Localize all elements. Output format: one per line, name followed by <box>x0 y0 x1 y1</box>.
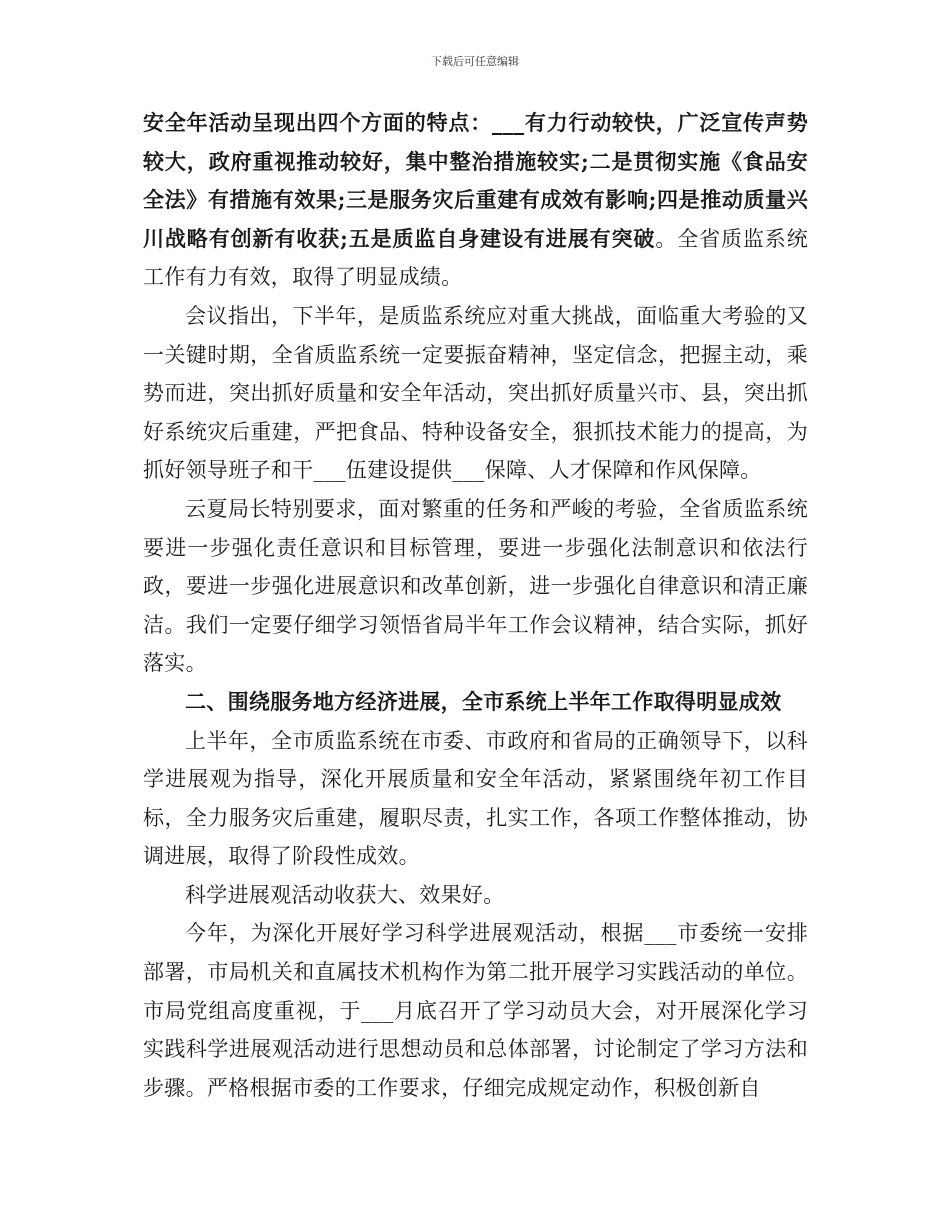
paragraph-requirements: 云夏局长特别要求，面对繁重的任务和严峻的考验，全省质监系统要进一步强化责任意识和目标管理，要进一步强化法制意识和依法行政，要进一步强化进展意识和改革创新，进一步强化自律意识和清正廉洁。我们一定要仔细学习领悟省局半年工作会议精神，结合实际，抓好落实。 <box>143 496 808 676</box>
page-header: 下载后可任意编辑 <box>431 55 519 68</box>
paragraph-first-half: 上半年，全市质监系统在市委、市政府和省局的正确领导下，以科学进展观为指导，深化开展质量和安全年活动，紧紧围绕年初工作目标，全力服务灾后重建，履职尽责，扎实工作，各项工作整体推动，协调进展，取得了阶段性成效。 <box>143 728 808 869</box>
paragraph-activity-title: 科学进展观活动收获大、效果好。 <box>185 882 505 907</box>
features-bold-text: 安全年活动呈现出四个方面的特点：___有力行动较快，广泛宣传声势较大，政府重视推动较好，集中整治措施较实;二是贯彻实施《食品安全法》有措施有效果;三是服务灾后重建有成效有影响;四是推动质量兴川战略有创新有收获;五是质监自身建设有进展有突破 <box>143 110 808 251</box>
paragraph-activity: 今年，为深化开展好学习科学进展观活动，根据___市委统一安排部署，市局机关和直属技术机构作为第二批开展学习实践活动的单位。市局党组高度重视，于___月底召开了学习动员大会，对开展深化学习实践科学进展观活动进行思想动员和总体部署，讨论制定了学习方法和步骤。严格根据市委的工作要求，仔细完成规定动作，积极创新自 <box>143 921 808 1100</box>
features-normal-text: 。全省质监系统工作有力有效，取得了明显成绩。 <box>143 226 808 290</box>
paragraph-meeting: 会议指出，下半年，是质监系统应对重大挑战，面临重大考验的又一关键时期，全省质监系统一定要振奋精神，坚定信念，把握主动，乘势而进，突出抓好质量和安全年活动，突出抓好质量兴市、县，突出抓好系统灾后重建，严把食品、特种设备安全，狠抓技术能力的提高，为抓好领导班子和干___伍建设提供___保障、人才保障和作风保障。 <box>143 303 808 483</box>
section-heading: 二、围绕服务地方经济进展，全市系统上半年工作取得明显成效 <box>185 688 782 714</box>
document-body <box>143 104 808 1107</box>
paragraph-features <box>143 104 808 297</box>
